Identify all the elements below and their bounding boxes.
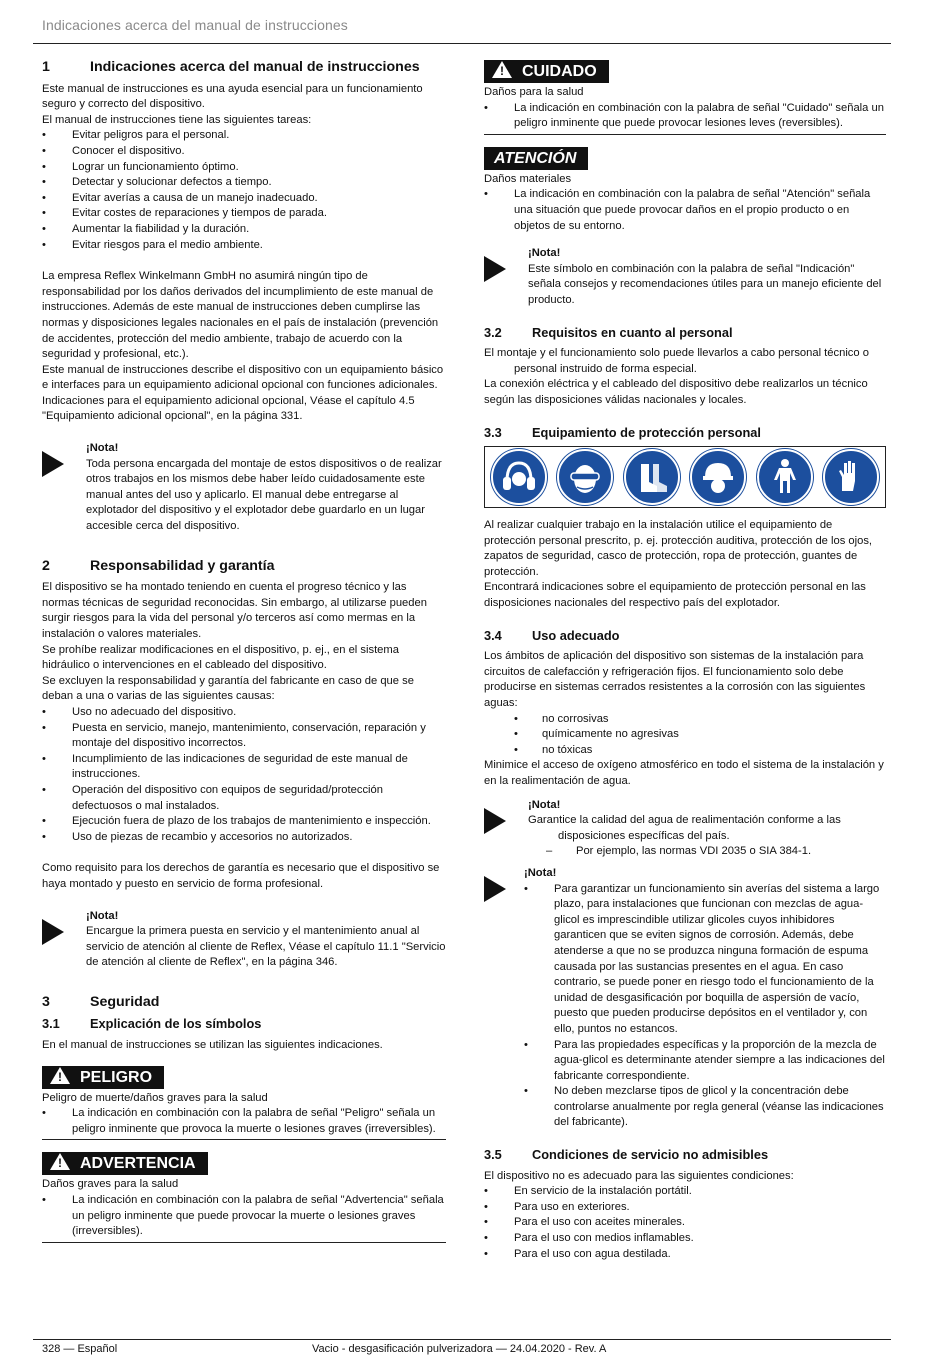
list-item: • Para las propiedades específicas y la proporción de la mezcla de agua-glicol es determinante atender siempre a las indicaciones del fabricante correspondiente. [524, 1038, 886, 1085]
note-arrow-icon [42, 441, 86, 535]
note-text: Toda persona encargada del montaje de estos dispositivos o de realizar otros trabajos en los mismos debe haber leído cuidadosamente este manual antes del uso y aplicarlo. El manual debe entregarse al explotador del dispositivo y el explotador debe guardarlo en un lugar accesible cerca del dispositivo. [86, 457, 442, 533]
note-text: Garantice la calidad del agua de realimentación conforme a las [528, 814, 841, 827]
atencion-subtitle: Daños materiales [484, 172, 572, 185]
s1-tasks-intro: El manual de instrucciones tiene las siguientes tareas: [42, 113, 312, 126]
list-item: • Uso de piezas de recambio y accesorios no autorizados. [42, 830, 446, 846]
s2-p3: Se excluyen la responsabilidad y garantía del fabricante en caso de que se deban a una o varias de las siguientes causas: [42, 674, 414, 703]
note-title: ¡Nota! [528, 247, 561, 260]
note-arrow-icon [484, 798, 528, 860]
s33-p1: Al realizar cualquier trabajo en la instalación utilice el equipamiento de protección personal prescrito, p. ej. protección auditiva, protección de los ojos, zapatos de seguridad, casco de protección, ropa de protección, guantes de protección. [484, 519, 873, 578]
note-text: Este símbolo en combinación con la palabra de señal "Indicación" señala consejos y recomendaciones útiles para un manejo eficiente del producto. [528, 262, 882, 306]
list-item: • Evitar riesgos para el medio ambiente. [42, 238, 446, 254]
note-title: ¡Nota! [86, 442, 119, 455]
cuidado-subtitle: Daños para la salud [484, 86, 584, 98]
s32-p1a: El montaje y el funcionamiento solo puede llevarlos a cabo personal técnico o [484, 347, 869, 360]
list-item: • no corrosivas [484, 712, 886, 728]
list-item: • Aumentar la fiabilidad y la duración. [42, 222, 446, 238]
note-arrow-icon [484, 866, 524, 1131]
section-3-2-heading: 3.2 Requisitos en cuanto al personal [484, 324, 733, 340]
warning-triangle-icon: ! [492, 61, 512, 78]
ear-protection-icon [491, 449, 547, 505]
note-dash-item: – Por ejemplo, las normas VDI 2035 o SIA 384-1. [528, 844, 841, 860]
note-arrow-icon [484, 246, 528, 308]
helmet-icon [690, 449, 746, 505]
list-item: • Ejecución fuera de plazo de los trabajos de mantenimiento e inspección. [42, 814, 446, 830]
s35-p1: El dispositivo no es adecuado para las siguientes condiciones: [484, 1169, 794, 1182]
list-item: • Uso no adecuado del dispositivo. [42, 705, 446, 721]
s34-water-list [484, 712, 886, 759]
s34-note-1 [484, 798, 886, 860]
list-item: • Puesta en servicio, manejo, mantenimiento, conservación, reparación y montaje del dispositivo incorrectos. [42, 721, 446, 752]
list-item: • La indicación en combinación con la palabra de señal "Atención" señala una situación que puede provocar daños en el propio producto o en objetos de su entorno. [484, 187, 886, 234]
left-column [42, 56, 446, 1243]
s1-liability-paragraph: La empresa Reflex Winkelmann GmbH no asumirá ningún tipo de responsabilidad por los daños derivados del incumplimiento de este manual de instrucciones. Además de este manual de instrucciones deben cumplirse las normas y disposiciones legales nacionales en el país de instalación (prevención de accidentes, protección del medio ambiente, trabajo de acuerdo con la seguridad y profesional, etc.). [42, 270, 439, 361]
list-item: • Para el uso con aceites minerales. [484, 1215, 886, 1231]
cuidado-block [484, 60, 886, 135]
s1-equipment-paragraph: Este manual de instrucciones describe el dispositivo con un equipamiento básico e interfaces para un equipamiento adicional opcional con funciones adicionales. Indicaciones para el equipamiento adicional opcional, Véase el capítulo 4.5 "Equipamiento adicional opcional", en la página 331. [42, 363, 444, 423]
protective-clothing-icon [757, 449, 813, 505]
note-title: ¡Nota! [86, 909, 119, 922]
note-text: Encargue la primera puesta en servicio y el mantenimiento anual al servicio de atención al cliente de Reflex, Véase el capítulo 11.1 "Servicio de atención al cliente de Reflex", en la página 346. [86, 925, 446, 969]
section-3-5-heading: 3.5 Condiciones de servicio no admisibles [484, 1147, 769, 1163]
s34-p2: Minimice el acceso de oxígeno atmosférico en todo el sistema de la instalación y en la realimentación de agua. [484, 759, 884, 787]
list-item: • No deben mezclarse tipos de glicol y la concentración debe controlarse anualmente por regla general (véanse las indicaciones del fabricante). [524, 1084, 886, 1131]
s34-note-2 [484, 866, 886, 1131]
s1-task-list [42, 128, 446, 253]
s1-intro: Este manual de instrucciones es una ayuda esencial para un funcionamiento seguro y correcto del dispositivo. [42, 82, 423, 111]
s33-p2: Encontrará indicaciones sobre el equipamiento de protección personal en las disposiciones nacionales del respectivo país del explotador. [484, 581, 866, 610]
list-item: • La indicación en combinación con la palabra de señal "Cuidado" señala un peligro inminente que puede provocar lesiones leves (reversibles). [484, 101, 886, 132]
s35-list [484, 1184, 886, 1262]
running-header: Indicaciones acerca del manual de instrucciones [42, 17, 348, 33]
list-item: • Detectar y solucionar defectos a tiempo. [42, 175, 446, 191]
safety-boots-icon [624, 449, 680, 505]
section-3-heading: 3 Seguridad [42, 993, 160, 1010]
section-1-heading: 1 Indicaciones acerca del manual de instrucciones [42, 59, 420, 75]
s34-p1: Los ámbitos de aplicación del dispositivo son sistemas de la instalación para circuitos de calefacción y refrigeración fijos. El funcionamiento solo debe producirse en sistemas cerrados resistentes a la corrosión con las siguientes aguas: [484, 650, 866, 710]
footer-rule [33, 1339, 891, 1340]
s2-p4: Como requisito para los derechos de garantía es necesario que el dispositivo se haya montado y puesto en servicio de forma profesional. [42, 862, 440, 890]
list-item: • no tóxicas [484, 743, 886, 759]
list-item: • Para el uso con medios inflamables. [484, 1231, 886, 1247]
list-item: • Para uso en exteriores. [484, 1200, 886, 1216]
footer-document-title: Vacio - desgasificación pulverizadora — 24.04.2020 - Rev. A [312, 1343, 607, 1355]
section-2-heading: 2 Responsabilidad y garantía [42, 557, 275, 574]
ppe-icon-strip [484, 446, 886, 508]
list-item: • Para garantizar un funcionamiento sin averías del sistema a largo plazo, para instalaciones que funcionan con mezclas de agua-glicol es imprescindible utilizar glicoles cuyos inhibidores garanticen que se eviten signos de corrosión. Además, debe atenderse a que no se produzca ninguna formación de espuma causada por las sustancias presentes en el agua. En caso contrario, se puede poner en riesgo todo el funcionamiento de la unidad de desgasificación por boquilla de aspersión de vacío, puesto que pueden producirse depósitos en el ventilador y, con ello, puntos no estancos. [524, 882, 886, 1038]
s32-p2: La conexión eléctrica y el cableado del dispositivo debe realizarlos un técnico según las disposiciones válidas nacionales y locales. [484, 378, 868, 406]
list-item: • Evitar peligros para el personal. [42, 128, 446, 144]
advertencia-signal: ! ADVERTENCIA [42, 1152, 208, 1175]
warning-triangle-icon: ! [50, 1067, 70, 1084]
warning-triangle-icon: ! [50, 1153, 70, 1170]
footer-page-number: 328 — Español [42, 1343, 118, 1355]
note-title: ¡Nota! [524, 866, 557, 879]
note-title: ¡Nota! [528, 798, 561, 811]
list-item: • Evitar costes de reparaciones y tiempos de parada. [42, 206, 446, 222]
list-item: • Lograr un funcionamiento óptimo. [42, 160, 446, 176]
peligro-block [42, 1066, 446, 1141]
note-text: disposiciones específicas del país. [558, 829, 730, 842]
header-rule [33, 43, 891, 44]
note-arrow-icon [42, 909, 86, 971]
list-item: • Para el uso con agua destilada. [484, 1247, 886, 1263]
list-item: • En servicio de la instalación portátil. [484, 1184, 886, 1200]
right-column [484, 60, 886, 1262]
eye-protection-icon [557, 449, 613, 505]
s2-p1: El dispositivo se ha montado teniendo en cuenta el progreso técnico y las normas técnicas de seguridad reconocidas. Sin embargo, al utilizarse pueden surgir riesgos para la vida del personal y/o terceros así como mermas en la instalación o valores materiales. [42, 581, 427, 640]
s32-p1b: personal instruido de forma especial. [514, 362, 697, 375]
atencion-signal: ATENCIÓN [484, 147, 588, 170]
section-3-4-heading: 3.4 Uso adecuado [484, 627, 620, 643]
s31-note [484, 246, 886, 308]
atencion-block [484, 147, 886, 234]
cuidado-signal: ! CUIDADO [484, 60, 609, 83]
s1-note [42, 441, 446, 535]
section-3-1-heading: 3.1 Explicación de los símbolos [42, 1016, 262, 1032]
advertencia-subtitle: Daños graves para la salud [42, 1178, 179, 1191]
list-item: • Conocer el dispositivo. [42, 144, 446, 160]
s2-cause-list [42, 705, 446, 845]
advertencia-block [42, 1152, 446, 1242]
s2-note [42, 909, 446, 971]
peligro-subtitle: Peligro de muerte/daños graves para la salud [42, 1091, 268, 1104]
section-3-3-heading: 3.3 Equipamiento de protección personal [484, 424, 761, 440]
list-item: • La indicación en combinación con la palabra de señal "Peligro" señala un peligro inminente que provoca la muerte o lesiones graves (irreversibles). [42, 1106, 446, 1137]
gloves-icon [823, 449, 879, 505]
s2-p2: Se prohíbe realizar modificaciones en el dispositivo, p. ej., en el sistema hidráulico o intervenciones en el cableado del dispositivo. [42, 643, 399, 672]
list-item: • La indicación en combinación con la palabra de señal "Advertencia" señala un peligro inminente que puede provocar la muerte o lesiones graves (irreversibles). [42, 1193, 446, 1240]
peligro-signal: ! PELIGRO [42, 1066, 164, 1089]
list-item: • químicamente no agresivas [484, 727, 886, 743]
s31-p1: En el manual de instrucciones se utilizan las siguientes indicaciones. [42, 1039, 383, 1052]
list-item: • Operación del dispositivo con equipos de seguridad/protección defectuosos o mal instalados. [42, 783, 446, 814]
list-item: • Incumplimiento de las indicaciones de seguridad de este manual de instrucciones. [42, 752, 446, 783]
list-item: • Evitar averías a causa de un manejo inadecuado. [42, 191, 446, 207]
